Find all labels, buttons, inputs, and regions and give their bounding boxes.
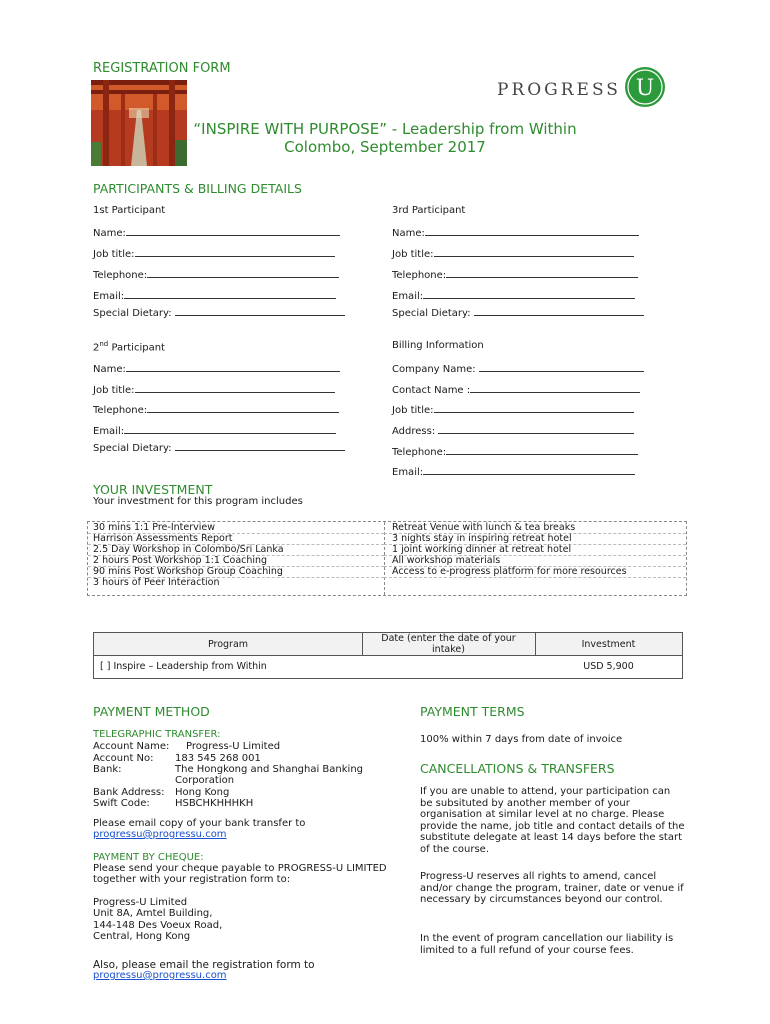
form-title: REGISTRATION FORM	[93, 61, 231, 76]
cheque-title: PAYMENT BY CHEQUE:	[93, 852, 204, 863]
p2-heading: 2nd Participant	[93, 340, 165, 354]
cancellations-title: CANCELLATIONS & TRANSFERS	[420, 761, 615, 776]
mail-address-line: Progress-U Limited	[93, 897, 188, 908]
include-item: Harrison Assessments Report	[93, 533, 233, 544]
bank-value-2: Corporation	[175, 775, 235, 786]
bank-label: Bank:	[93, 764, 122, 775]
swift-label: Swift Code:	[93, 798, 150, 809]
cheque-line-1: Please send your cheque payable to PROGRESS-U LIMITED	[93, 863, 387, 874]
investment-section-title: YOUR INVESTMENT	[93, 482, 213, 497]
p2-name-field[interactable]: Name:	[93, 362, 340, 375]
cancellation-paragraph: In the event of program cancellation our liability is limited to a full refund of your course fees.	[420, 933, 674, 956]
investment-includes-table	[87, 521, 687, 596]
account-no-value: 183 545 268 001	[175, 753, 261, 764]
p3-email-field[interactable]: Email:	[392, 289, 635, 302]
include-item: 3 nights stay in inspiring retreat hotel	[392, 533, 572, 544]
p3-name-field[interactable]: Name:	[392, 226, 639, 239]
swift-value: HSBCHKHHHKH	[175, 798, 254, 809]
headline-subtitle: Colombo, September 2017	[284, 138, 486, 156]
bank-value: The Hongkong and Shanghai Banking	[175, 764, 364, 775]
p2-dietary-field[interactable]: Special Dietary:	[93, 441, 345, 454]
p2-job-field[interactable]: Job title:	[93, 383, 335, 396]
p1-dietary-field[interactable]: Special Dietary:	[93, 306, 345, 319]
p1-telephone-field[interactable]: Telephone:	[93, 268, 339, 281]
svg-text:U: U	[635, 76, 655, 101]
include-item: 3 hours of Peer Interaction	[93, 577, 220, 588]
p2-email-field[interactable]: Email:	[93, 424, 336, 437]
also-email-link[interactable]: progressu@progressu.com	[93, 970, 227, 981]
headline-title: “INSPIRE WITH PURPOSE” - Leadership from Within	[193, 120, 577, 138]
p1-heading: 1st Participant	[93, 205, 166, 216]
mail-address-line: Central, Hong Kong	[93, 931, 191, 942]
program-option-checkbox[interactable]: [ ] Inspire – Leadership from Within	[100, 661, 267, 672]
billing-contact-field[interactable]: Contact Name :	[392, 383, 640, 396]
p1-job-field[interactable]: Job title:	[93, 247, 335, 260]
billing-company-field[interactable]: Company Name:	[392, 362, 644, 375]
cancellation-paragraph: Progress-U reserves all rights to amend, cancel and/or change the program, trainer, date or venue if necessary by circumstances beyond our control.	[420, 871, 684, 905]
bank-address-value: Hong Kong	[175, 787, 230, 798]
cheque-line-2: together with your registration form to:	[93, 874, 291, 885]
billing-heading: Billing Information	[392, 340, 484, 351]
program-price: USD 5,900	[583, 661, 634, 672]
p1-name-field[interactable]: Name:	[93, 226, 340, 239]
col-investment-header: Investment	[581, 639, 636, 650]
include-item: 30 mins 1:1 Pre-Interview	[93, 522, 216, 533]
p3-dietary-field[interactable]: Special Dietary:	[392, 306, 644, 319]
p2-telephone-field[interactable]: Telephone:	[93, 403, 339, 416]
include-item: Access to e-progress platform for more resources	[392, 566, 627, 577]
payment-terms-title: PAYMENT TERMS	[420, 704, 525, 719]
email-link[interactable]: progressu@progressu.com	[93, 829, 227, 840]
email-copy-text: Please email copy of your bank transfer to	[93, 818, 306, 829]
account-name-label: Account Name:	[93, 741, 170, 752]
logo-u-icon	[624, 66, 666, 108]
include-item: Retreat Venue with lunch & tea breaks	[392, 522, 576, 533]
intake-date-input[interactable]	[362, 658, 535, 676]
investment-subtitle: Your investment for this program includes	[93, 496, 303, 507]
mail-address-line: Unit 8A, Amtel Building,	[93, 908, 213, 919]
billing-telephone-field[interactable]: Telephone:	[392, 445, 638, 458]
billing-email-field[interactable]: Email:	[392, 465, 635, 478]
bank-address-label: Bank Address:	[93, 787, 165, 798]
billing-job-field[interactable]: Job title:	[392, 403, 634, 416]
include-item: 2.5 Day Workshop in Colombo/Sri Lanka	[93, 544, 284, 555]
cancellation-paragraph: If you are unable to attend, your participation can be subsituted by another member of your organisation at similar level at no charge. Please provide the name, job title and contact details of the substitute delegate at least 14 days before the start of the course.	[420, 786, 685, 855]
include-item: 1 joint working dinner at retreat hotel	[392, 544, 572, 555]
program-table	[93, 632, 683, 679]
mail-address-line: 144-148 Des Voeux Road,	[93, 920, 223, 931]
p3-job-field[interactable]: Job title:	[392, 247, 634, 260]
logo-wordmark: PROGRESS	[497, 80, 621, 100]
col-program-header: Program	[207, 639, 249, 650]
participants-section-title: PARTICIPANTS & BILLING DETAILS	[93, 181, 302, 196]
include-item: 2 hours Post Workshop 1:1 Coaching	[93, 555, 268, 566]
p3-telephone-field[interactable]: Telephone:	[392, 268, 638, 281]
p3-heading: 3rd Participant	[392, 205, 466, 216]
include-item: 90 mins Post Workshop Group Coaching	[93, 566, 283, 577]
also-email-text: Also, please email the registration form to	[93, 959, 315, 971]
account-no-label: Account No:	[93, 753, 154, 764]
billing-address-field[interactable]: Address:	[392, 424, 634, 437]
account-name-value: Progress-U Limited	[186, 741, 281, 752]
tt-title: TELEGRAPHIC TRANSFER:	[93, 729, 221, 740]
col-date-header: Date (enter the date of your intake)	[381, 633, 516, 655]
include-item: All workshop materials	[392, 555, 501, 566]
payment-method-title: PAYMENT METHOD	[93, 704, 210, 719]
p1-email-field[interactable]: Email:	[93, 289, 336, 302]
payment-terms-text: 100% within 7 days from date of invoice	[420, 734, 623, 745]
